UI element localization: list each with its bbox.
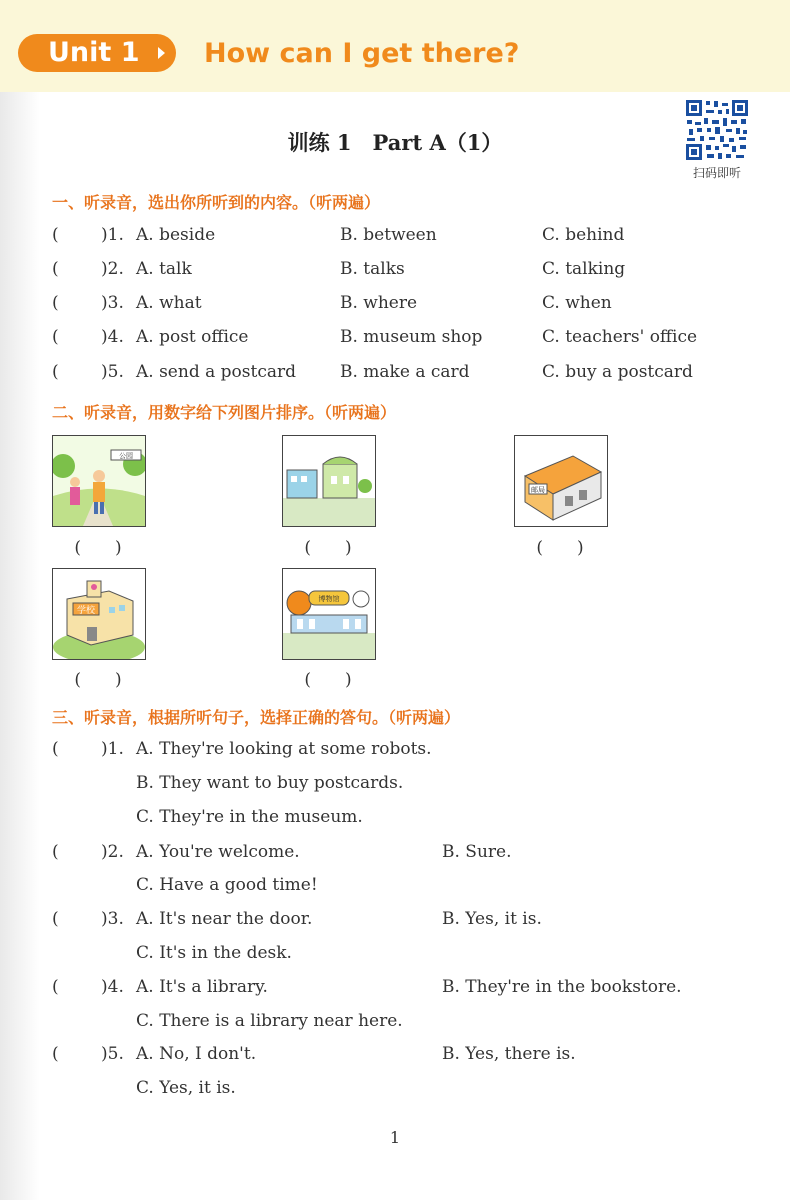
qr-caption: 扫码即听: [692, 166, 741, 180]
section-1-title: 一、听录音，选出你所听到的内容。（听两遍）: [52, 193, 381, 212]
answer-blank[interactable]: (: [52, 259, 59, 279]
option-b: B. They want to buy postcards.: [136, 773, 404, 793]
question-number: )2.: [101, 259, 124, 279]
option-a: A. talk: [136, 259, 192, 279]
option-b: B. Yes, it is.: [442, 909, 542, 929]
option-a: A. You're welcome.: [136, 842, 300, 862]
picture-1-answer-blank[interactable]: ( ): [74, 538, 122, 558]
option-c: C. It's in the desk.: [136, 943, 292, 963]
unit-label: Unit 1: [48, 37, 140, 68]
picture-museum: [282, 568, 376, 660]
post-office-sign-text: 邮局: [531, 486, 545, 494]
answer-blank[interactable]: (: [52, 842, 59, 862]
option-c: C. buy a postcard: [542, 362, 693, 382]
question-number: )1.: [101, 225, 124, 245]
option-a: A. It's a library.: [136, 977, 268, 997]
answer-blank[interactable]: (: [52, 293, 59, 313]
picture-3-answer-blank[interactable]: ( ): [536, 538, 584, 558]
option-a: A. They're looking at some robots.: [136, 739, 432, 759]
play-arrow-icon: [158, 47, 165, 59]
lesson-title: 训练 1 Part A（1）: [287, 130, 503, 155]
option-c: C. They're in the museum.: [136, 807, 363, 827]
option-b: B. talks: [340, 259, 405, 279]
option-a: A. send a postcard: [136, 362, 296, 382]
question-number: )3.: [101, 293, 124, 313]
option-b: B. museum shop: [340, 327, 483, 347]
option-b: B. where: [340, 293, 418, 313]
option-b: B. They're in the bookstore.: [442, 977, 682, 997]
option-c: C. when: [542, 293, 612, 313]
option-c: C. Have a good time!: [136, 875, 318, 895]
option-c: C. talking: [542, 259, 626, 279]
option-a: A. post office: [136, 327, 249, 347]
section-3-title: 三、听录音，根据所听句子，选择正确的答句。（听两遍）: [52, 708, 461, 727]
answer-blank[interactable]: (: [52, 225, 59, 245]
answer-blank[interactable]: (: [52, 1044, 59, 1064]
option-b: B. between: [340, 225, 437, 245]
question-number: )2.: [101, 842, 124, 862]
page-edge-shadow: [0, 0, 40, 1200]
section-2-title: 二、听录音，用数字给下列图片排序。（听两遍）: [52, 403, 397, 422]
option-c: C. teachers' office: [542, 327, 698, 347]
museum-sign-text: 博物馆: [318, 595, 340, 603]
picture-post-office: [514, 435, 608, 527]
option-a: A. beside: [136, 225, 216, 245]
picture-2-answer-blank[interactable]: ( ): [304, 538, 352, 558]
question-number: )1.: [101, 739, 124, 759]
unit-header: [0, 0, 790, 92]
unit-title: How can I get there?: [204, 38, 520, 69]
answer-blank[interactable]: (: [52, 909, 59, 929]
answer-blank[interactable]: (: [52, 327, 59, 347]
question-number: )3.: [101, 909, 124, 929]
option-c: C. There is a library near here.: [136, 1011, 403, 1031]
option-b: B. Yes, there is.: [442, 1044, 576, 1064]
option-c: C. behind: [542, 225, 625, 245]
picture-school: [52, 568, 146, 660]
picture-buildings: [282, 435, 376, 527]
question-number: )5.: [101, 362, 124, 382]
option-a: A. It's near the door.: [136, 909, 313, 929]
picture-park: [52, 435, 146, 527]
school-sign-text: 学校: [76, 606, 96, 616]
question-number: )4.: [101, 977, 124, 997]
page-number: 1: [389, 1128, 401, 1147]
question-number: )5.: [101, 1044, 124, 1064]
unit-badge: [18, 34, 176, 72]
picture-5-answer-blank[interactable]: ( ): [304, 670, 352, 690]
option-b: B. make a card: [340, 362, 470, 382]
option-a: A. what: [136, 293, 202, 313]
option-a: A. No, I don't.: [136, 1044, 257, 1064]
option-b: B. Sure.: [442, 842, 512, 862]
park-sign-text: 公园: [119, 452, 133, 460]
answer-blank[interactable]: (: [52, 739, 59, 759]
option-c: C. Yes, it is.: [136, 1078, 236, 1098]
qr-code-icon[interactable]: [684, 98, 750, 162]
answer-blank[interactable]: (: [52, 977, 59, 997]
question-number: )4.: [101, 327, 124, 347]
answer-blank[interactable]: (: [52, 362, 59, 382]
picture-4-answer-blank[interactable]: ( ): [74, 670, 122, 690]
